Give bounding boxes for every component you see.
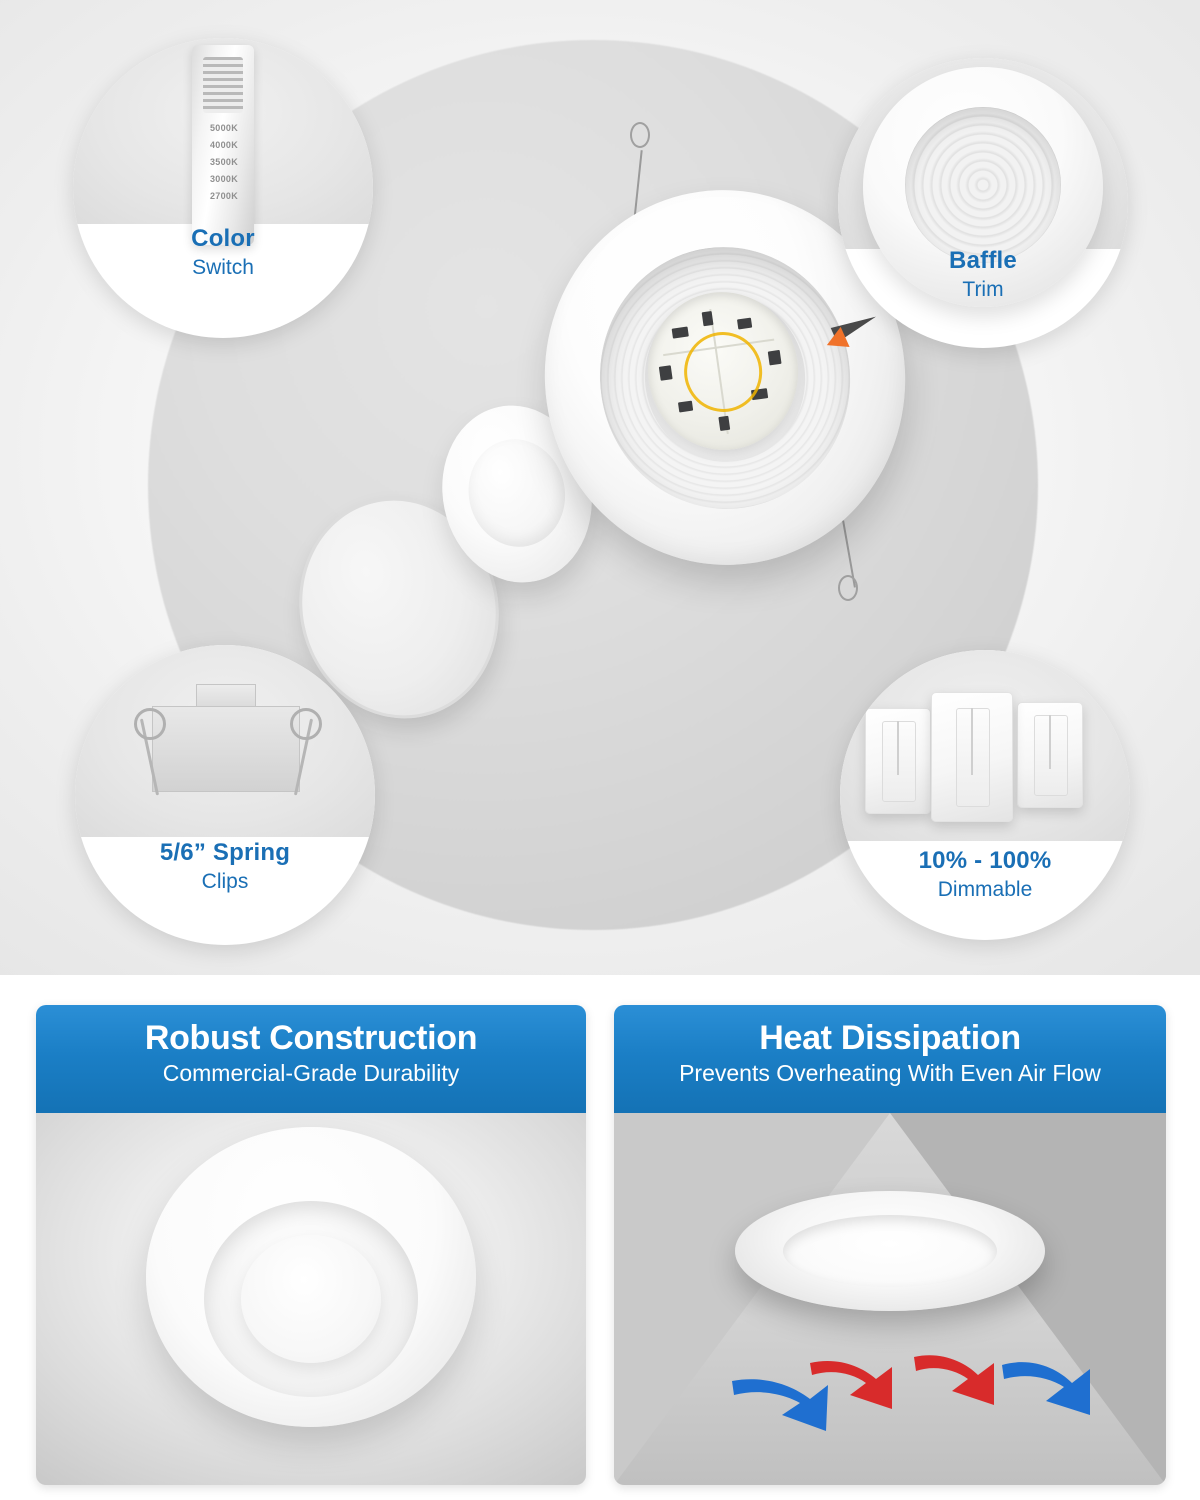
callout-spring-clips-text bbox=[75, 840, 375, 895]
downlight-photo bbox=[36, 1113, 586, 1485]
callout-spring-clips bbox=[75, 645, 375, 945]
callout-title: Color bbox=[191, 225, 255, 252]
airflow-arrow-cool-right bbox=[1002, 1362, 1090, 1415]
dimmer-face bbox=[956, 708, 990, 807]
card-header bbox=[614, 1005, 1166, 1113]
baffle-trim-icon bbox=[863, 67, 1103, 267]
hanger-loop-top bbox=[630, 122, 650, 148]
feature-card-heat-dissipation bbox=[614, 1005, 1166, 1485]
callout-subtitle: Clips bbox=[201, 870, 249, 894]
baffle-inner-ridges bbox=[905, 107, 1061, 263]
card-subtitle: Commercial-Grade Durability bbox=[162, 1060, 460, 1087]
card-body bbox=[614, 1113, 1166, 1485]
dimmer-face bbox=[882, 721, 916, 802]
dimmer-face bbox=[1034, 715, 1068, 796]
callout-baffle-trim bbox=[838, 58, 1128, 348]
cct-option-3500k: 3500K bbox=[209, 157, 239, 167]
cct-option-5000k: 5000K bbox=[209, 123, 239, 133]
airflow-photo bbox=[614, 1113, 1166, 1485]
dimmer-slot bbox=[1049, 715, 1051, 769]
dimmer-switches-image bbox=[840, 650, 1130, 841]
clip-plate bbox=[152, 706, 300, 792]
callout-subtitle: Trim bbox=[962, 278, 1004, 302]
callout-color-switch-text bbox=[73, 226, 373, 281]
cct-option-2700k: 2700K bbox=[209, 191, 239, 201]
callout-dimmable-text bbox=[840, 848, 1130, 903]
dimmer-left bbox=[865, 708, 931, 814]
diffuser-dome-inner bbox=[459, 430, 575, 556]
clip-loop-left bbox=[134, 708, 166, 740]
callout-title: Baffle bbox=[949, 247, 1017, 274]
spring-clips-image bbox=[75, 645, 375, 837]
callout-subtitle: Switch bbox=[192, 256, 254, 280]
baffle-trim-image bbox=[838, 58, 1128, 249]
clip-loop-right bbox=[290, 708, 322, 740]
downlight-inner-lens bbox=[241, 1235, 381, 1363]
color-switch-image bbox=[73, 38, 373, 224]
dimmer-slot bbox=[897, 721, 899, 775]
dimmer-right bbox=[1017, 702, 1083, 808]
card-header bbox=[36, 1005, 586, 1113]
card-subtitle: Prevents Overheating With Even Air Flow bbox=[679, 1060, 1101, 1087]
airflow-arrow-cool-far-left bbox=[732, 1379, 828, 1431]
card-body bbox=[36, 1113, 586, 1485]
airflow-arrow-warm-center bbox=[914, 1355, 994, 1405]
card-title: Robust Construction bbox=[144, 1019, 478, 1057]
switch-vent-icon bbox=[203, 57, 243, 113]
feature-card-robust-construction bbox=[36, 1005, 586, 1485]
cct-option-4000k: 4000K bbox=[209, 140, 239, 150]
dimmer-slot bbox=[971, 708, 973, 775]
hanger-loop-bottom bbox=[838, 575, 858, 601]
cct-switch-icon bbox=[192, 45, 254, 245]
callout-subtitle: Dimmable bbox=[937, 878, 1033, 902]
callout-dimmable bbox=[840, 650, 1130, 940]
callout-title: 10% - 100% bbox=[918, 847, 1052, 874]
callout-title: 5/6” Spring bbox=[159, 839, 291, 866]
callout-baffle-trim-text bbox=[838, 248, 1128, 303]
callout-color-switch bbox=[73, 38, 373, 338]
cct-option-3000k: 3000K bbox=[209, 174, 239, 184]
spring-clip-icon bbox=[110, 678, 340, 828]
card-title: Heat Dissipation bbox=[759, 1019, 1021, 1057]
wall-dimmer-switch-icon bbox=[865, 686, 1105, 836]
airflow-arrows-group bbox=[614, 1113, 1166, 1485]
dimmer-center bbox=[931, 692, 1013, 822]
